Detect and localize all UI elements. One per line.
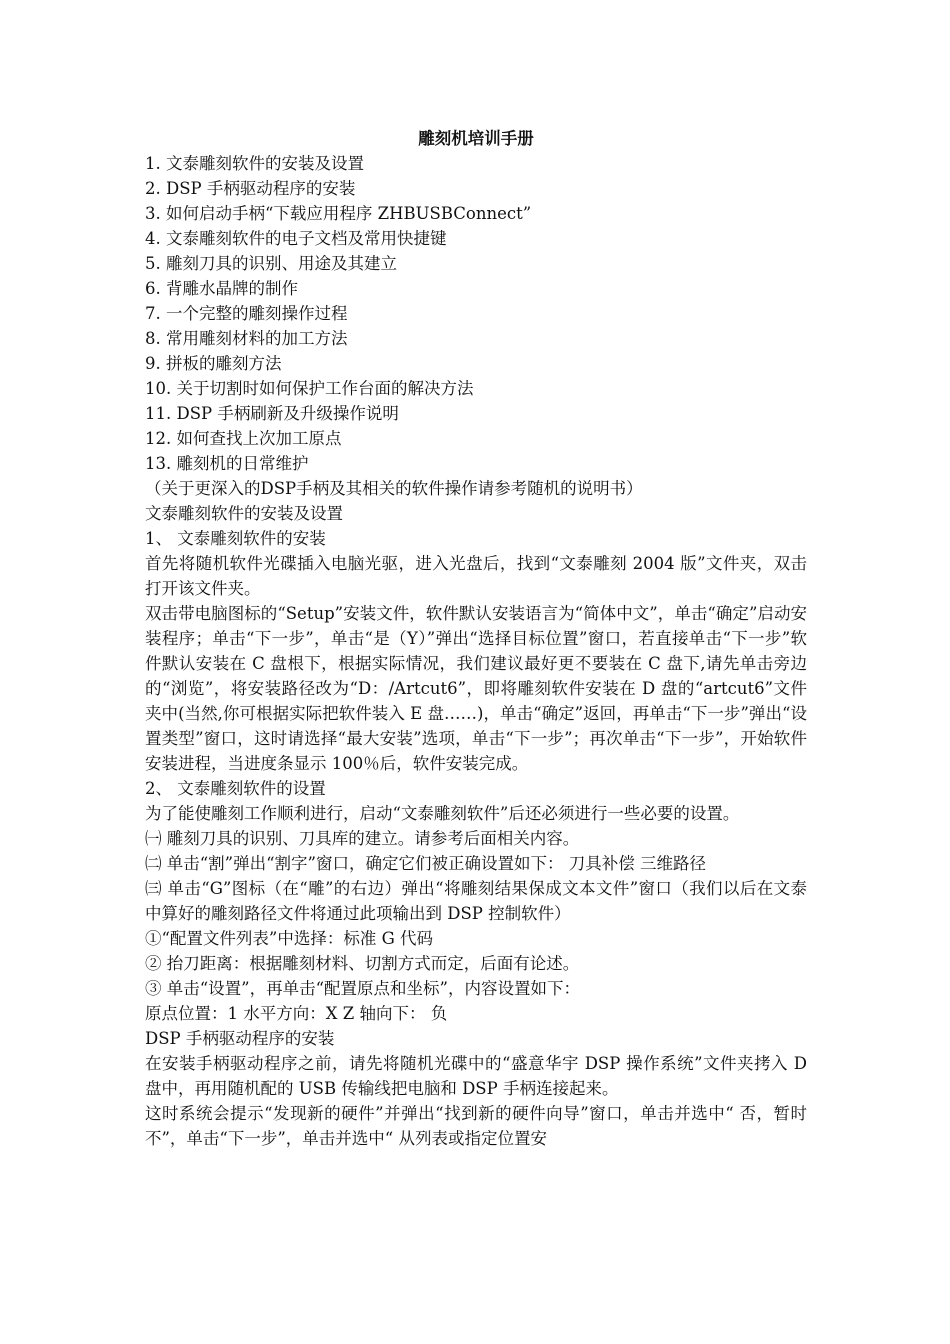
- body-paragraph: 为了能使雕刻工作顺利进行，启动“文泰雕刻软件”后还必须进行一些必要的设置。: [145, 804, 740, 823]
- toc-item: 5. 雕刻刀具的识别、用途及其建立: [145, 254, 397, 273]
- toc-item: 1. 文泰雕刻软件的安装及设置: [145, 154, 364, 173]
- toc-note: （关于更深入的DSP手柄及其相关的软件操作请参考随机的说明书）: [145, 479, 643, 498]
- document-page: [145, 126, 807, 1151]
- toc-item: 10. 关于切割时如何保护工作台面的解决方法: [145, 379, 474, 398]
- document-title: 雕刻机培训手册: [418, 129, 534, 148]
- toc-item: 7. 一个完整的雕刻操作过程: [145, 304, 348, 323]
- toc-item: 12. 如何查找上次加工原点: [145, 429, 342, 448]
- list-item: ② 抬刀距离：根据雕刻材料、切割方式而定，后面有论述。: [145, 954, 580, 973]
- toc-item: 13. 雕刻机的日常维护: [145, 454, 309, 473]
- origin-settings-line: 原点位置：1 水平方向：X Z 轴向下： 负: [145, 1004, 448, 1023]
- body-paragraph: 这时系统会提示“发现新的硬件”并弹出“找到新的硬件向导”窗口，单击并选中“ 否，暂时不”，单击“下一步”，单击并选中“ 从列表或指定位置安: [145, 1104, 807, 1148]
- body-paragraph: 首先将随机软件光碟插入电脑光驱，进入光盘后，找到“文泰雕刻 2004 版”文件夹，双击打开该文件夹。: [145, 554, 807, 598]
- list-item: ㈢ 单击“G”图标（在“雕”的右边）弹出“将雕刻结果保成文本文件”窗口（我们以后在文泰中算好的雕刻路径文件将通过此项输出到 DSP 控制软件）: [145, 879, 807, 923]
- list-item: ㈠ 雕刻刀具的识别、刀具库的建立。请参考后面相关内容。: [145, 829, 580, 848]
- toc-item: 9. 拼板的雕刻方法: [145, 354, 282, 373]
- subsection-heading: 2、 文泰雕刻软件的设置: [145, 779, 326, 798]
- body-paragraph: 在安装手柄驱动程序之前，请先将随机光碟中的“盛意华宇 DSP 操作系统”文件夹拷入 D 盘中，再用随机配的 USB 传输线把电脑和 DSP 手柄连接起来。: [145, 1054, 807, 1098]
- toc-item: 8. 常用雕刻材料的加工方法: [145, 329, 348, 348]
- toc-item: 11. DSP 手柄刷新及升级操作说明: [145, 404, 399, 423]
- toc-item: 3. 如何启动手柄“下载应用程序 ZHBUSBConnect”: [145, 204, 532, 223]
- toc-item: 2. DSP 手柄驱动程序的安装: [145, 179, 356, 198]
- body-paragraph: 双击带电脑图标的“Setup”安装文件，软件默认安装语言为“简体中文”，单击“确定”启动安装程序；单击“下一步”，单击“是（Y）”弹出“选择目标位置”窗口，若直接单击“下一步”软件默认安装在 C 盘根下，根据实际情况，我们建议最好更不要装在 C 盘下,请先单击旁边的“浏览”，将安装路径改为“D：/Artcut6”，即将雕刻软件安装在 D 盘的“artcut6”文件夹中(当然,你可根据实际把软件装入 E 盘……)，单击“确定”返回，再单击“下一步”弹出“设置类型”窗口，这时请选择“最大安装”选项，单击“下一步”；再次单击“下一步”，开始软件安装进程，当进度条显示 100％后，软件安装完成。: [145, 604, 807, 773]
- toc-item: 4. 文泰雕刻软件的电子文档及常用快捷键: [145, 229, 447, 248]
- section-heading: DSP 手柄驱动程序的安装: [145, 1029, 335, 1048]
- list-item: ㈡ 单击“割”弹出“割字”窗口，确定它们被正确设置如下： 刀具补偿 三维路径: [145, 854, 706, 873]
- list-item: ③ 单击“设置”，再单击“配置原点和坐标”，内容设置如下：: [145, 979, 580, 998]
- subsection-heading: 1、 文泰雕刻软件的安装: [145, 529, 326, 548]
- table-of-contents: [145, 151, 807, 476]
- toc-item: 6. 背雕水晶牌的制作: [145, 279, 298, 298]
- section-heading: 文泰雕刻软件的安装及设置: [145, 504, 343, 523]
- list-item: ①“配置文件列表”中选择：标准 G 代码: [145, 929, 434, 948]
